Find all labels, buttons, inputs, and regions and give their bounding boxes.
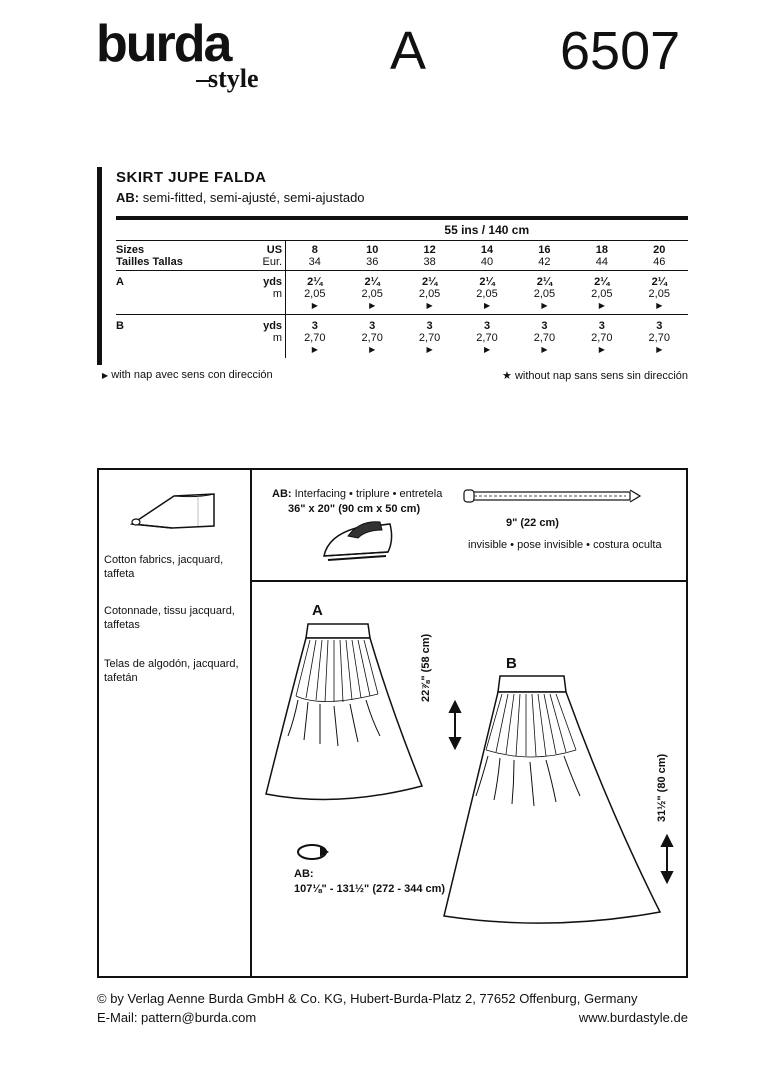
yds-value: 2¼ <box>536 276 553 288</box>
unit-yds: yds <box>263 320 283 332</box>
skirt-view-a <box>258 616 428 808</box>
legend-without-nap <box>502 369 688 382</box>
yds-value: 3 <box>311 320 318 332</box>
view-a-label: A <box>312 602 323 619</box>
subtitle-text: semi-fitted, semi-ajusté, semi-ajustado <box>142 190 365 205</box>
legend-with-nap <box>102 369 273 381</box>
size-us: 8 <box>311 244 318 256</box>
with-nap-icon: ▶ <box>656 301 663 310</box>
zipper-icon <box>462 486 644 506</box>
unit-m: m <box>272 288 283 300</box>
row-label-a: A <box>116 271 244 315</box>
size-us: 14 <box>480 244 494 256</box>
row-divider <box>250 580 688 582</box>
size-us: 18 <box>595 244 608 256</box>
footer-email: E-Mail: pattern@burda.com <box>97 1010 257 1025</box>
yds-value: 3 <box>598 320 605 332</box>
with-nap-icon: ▶ <box>102 371 109 380</box>
with-nap-icon: ▶ <box>483 301 491 310</box>
size-eur: 46 <box>653 256 666 268</box>
garment-subtitle <box>116 190 365 205</box>
yds-value: 3 <box>426 320 433 332</box>
with-nap-icon: ▶ <box>541 301 548 310</box>
m-value: 2,70 <box>533 332 556 344</box>
m-value: 2,05 <box>361 288 383 300</box>
size-us: 12 <box>423 244 436 256</box>
m-value: 2,05 <box>648 288 670 300</box>
view-b-label: B <box>506 655 517 672</box>
column-divider <box>250 468 252 978</box>
yds-value: 2¼ <box>364 276 380 288</box>
iron-icon <box>320 516 396 566</box>
yds-value: 2¼ <box>479 276 495 288</box>
legend-with-nap-text: with nap avec sens con dirección <box>111 369 273 381</box>
with-nap-icon: ▶ <box>369 301 376 310</box>
fabric-fr: Cotonnade, tissu jacquard, taffetas <box>104 605 235 631</box>
unit-m: m <box>272 332 283 344</box>
m-value: 2,70 <box>361 332 383 344</box>
sizes-label: Sizes <box>116 244 145 256</box>
copyright: © by Verlag Aenne Burda GmbH & Co. KG, Hubert-Burda-Platz 2, 77652 Offenburg, Germany <box>97 991 638 1006</box>
with-nap-icon: ▶ <box>311 301 318 310</box>
with-nap-icon: ▶ <box>311 345 318 354</box>
yardage-table <box>116 216 688 358</box>
yds-value: 2¼ <box>421 276 438 288</box>
m-value: 2,70 <box>591 332 613 344</box>
view-a-length <box>420 633 440 706</box>
fabric-en: Cotton fabrics, jacquard, taffeta <box>104 554 224 580</box>
brand-logo: burda <box>96 15 231 73</box>
with-nap-icon: ▶ <box>369 345 376 354</box>
legend-without-nap-text: without nap sans sens sin dirección <box>514 370 688 382</box>
fabric-es: Telas de algodón, jacquard, tafetán <box>104 658 239 684</box>
m-value: 2,05 <box>476 288 498 300</box>
sizes-label-alt: Tailles Tallas <box>116 256 183 268</box>
size-eur: 38 <box>423 256 436 268</box>
size-eur: 34 <box>308 256 321 268</box>
size-us: 10 <box>366 244 379 256</box>
unit-us: US <box>266 244 283 256</box>
m-value: 2,05 <box>418 288 441 300</box>
size-us: 16 <box>538 244 551 256</box>
m-value: 2,05 <box>304 288 326 300</box>
row-label-b: B <box>116 320 124 332</box>
size-eur: 40 <box>480 256 494 268</box>
fabric-width: 55 ins / 140 cm <box>286 218 688 241</box>
hem-width: 107⅛" - 131½" (272 - 344 cm) <box>294 883 446 895</box>
yds-value: 3 <box>656 320 663 332</box>
unit-yds: yds <box>263 276 283 288</box>
length-arrow-icon <box>660 834 674 884</box>
yds-value: 3 <box>369 320 376 332</box>
zipper-desc: invisible • pose invisible • costura oculta <box>468 539 662 551</box>
view-b-length <box>656 753 676 830</box>
size-eur: 42 <box>538 256 551 268</box>
with-nap-icon: ▶ <box>483 345 491 354</box>
interfacing-size: 36" x 20" (90 cm x 50 cm) <box>288 503 421 515</box>
subtitle-prefix: AB: <box>116 190 140 205</box>
zipper-size: 9" (22 cm) <box>506 517 559 529</box>
with-nap-icon: ▶ <box>598 301 605 310</box>
hem-prefix: AB: <box>294 868 314 880</box>
m-value: 2,70 <box>648 332 670 344</box>
with-nap-icon: ▶ <box>656 345 663 354</box>
yds-value: 3 <box>541 320 548 332</box>
fabric-bolt-icon <box>128 490 224 534</box>
yds-value: 3 <box>483 320 491 332</box>
pattern-number: 6507 <box>560 21 681 81</box>
title-bar <box>97 167 102 365</box>
without-nap-icon: ★ <box>502 370 512 382</box>
m-value: 2,70 <box>304 332 326 344</box>
m-value: 2,70 <box>418 332 441 344</box>
yds-value: 2¼ <box>651 276 667 288</box>
interfacing-text: Interfacing • triplure • entretela <box>294 488 443 500</box>
interfacing-prefix: AB: <box>272 488 292 500</box>
size-eur: 36 <box>366 256 379 268</box>
skirt-view-b <box>440 668 664 932</box>
footer-website[interactable]: www.burdastyle.de <box>578 1010 688 1025</box>
size-eur: 44 <box>595 256 608 268</box>
yds-value: 2¼ <box>594 276 610 288</box>
with-nap-icon: ▶ <box>426 345 433 354</box>
brand-sub-logo: style <box>208 64 259 93</box>
with-nap-icon: ▶ <box>426 301 433 310</box>
interfacing-label <box>272 487 442 501</box>
unit-eur: Eur. <box>262 256 283 268</box>
m-value: 2,05 <box>591 288 613 300</box>
hem-width-icon <box>294 840 334 864</box>
garment-title: SKIRT JUPE FALDA <box>116 169 267 186</box>
view-a-length-text: 22⅞" (58 cm) <box>420 633 432 702</box>
view-b-length-text: 31½" (80 cm) <box>656 753 668 822</box>
with-nap-icon: ▶ <box>541 345 548 354</box>
m-value: 2,05 <box>533 288 556 300</box>
m-value: 2,70 <box>476 332 498 344</box>
with-nap-icon: ▶ <box>598 345 605 354</box>
size-us: 20 <box>653 244 666 256</box>
yds-value: 2¼ <box>307 276 323 288</box>
view-letter: A <box>390 21 427 81</box>
